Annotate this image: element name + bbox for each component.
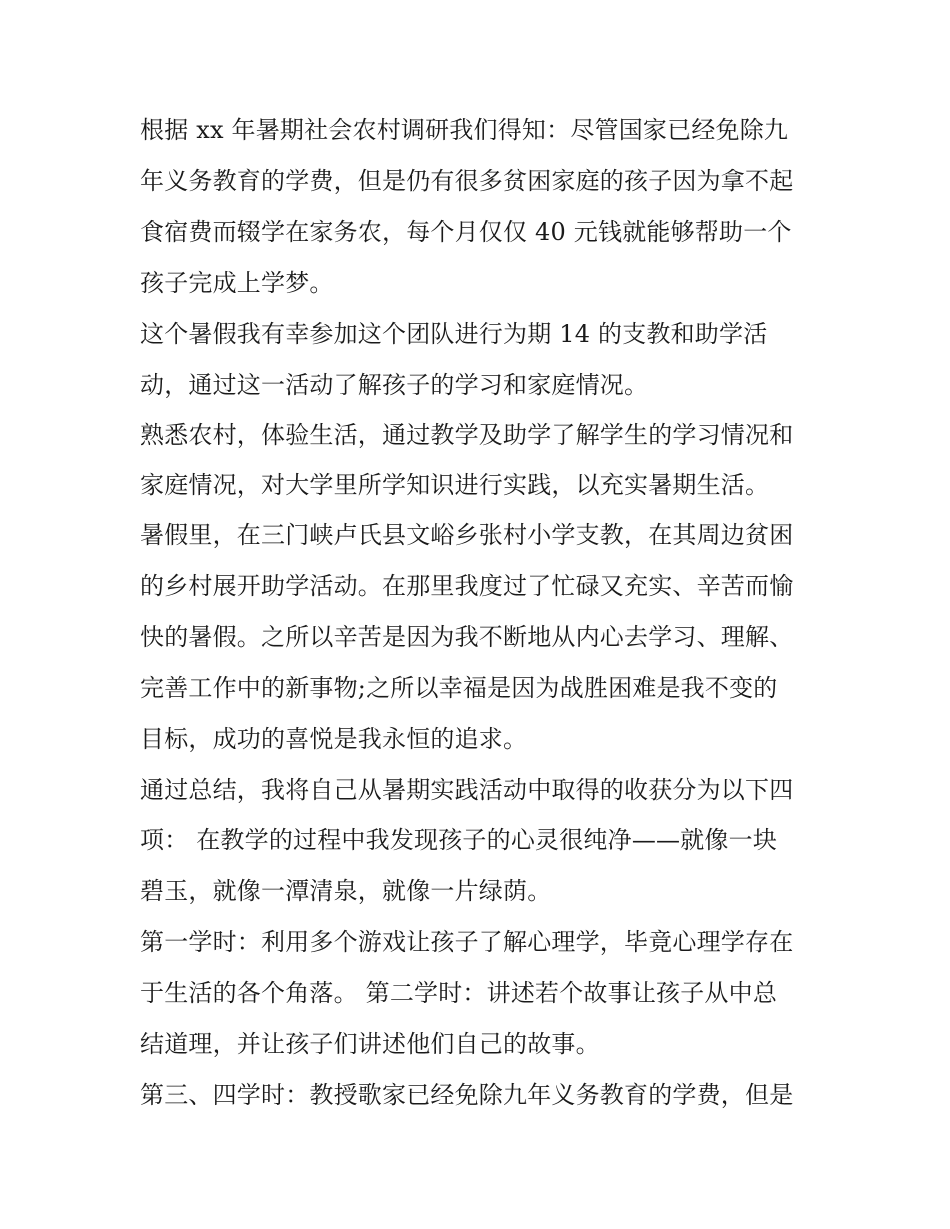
text-line: 结道理，并让孩子们讲述他们自己的故事。 bbox=[140, 1030, 600, 1058]
text-line: 年义务教育的学费，但是仍有很多贫困家庭的孩子因为拿不起 bbox=[140, 167, 794, 195]
text-line: 通过总结，我将自己从暑期实践活动中取得的收获分为以下四 bbox=[140, 776, 794, 804]
text-line: 于生活的各个角落。 第二学时：讲述若个故事让孩子从中总 bbox=[140, 979, 778, 1007]
text-line: 家庭情况，对大学里所学知识进行实践，以充实暑期生活。 bbox=[140, 471, 770, 499]
text-line: 孩子完成上学梦。 bbox=[140, 269, 334, 297]
text-line: 完善工作中的新事物;之所以幸福是因为战胜困难是我不变的 bbox=[140, 674, 778, 702]
text-line: 项： 在教学的过程中我发现孩子的心灵很纯净——就像一块 bbox=[140, 826, 778, 854]
text-line: 第三、四学时：教授歌家已经免除九年义务教育的学费，但是 bbox=[140, 1081, 794, 1109]
text-line: 根据 xx 年暑期社会农村调研我们得知：尽管国家已经免除九 bbox=[140, 116, 789, 144]
text-line: 暑假里，在三门峡卢氏县文峪乡张村小学支教，在其周边贫困 bbox=[140, 521, 794, 549]
text-line: 碧玉，就像一潭清泉，就像一片绿荫。 bbox=[140, 877, 552, 905]
text-line: 目标，成功的喜悦是我永恒的追求。 bbox=[140, 725, 528, 753]
text-line: 快的暑假。之所以辛苦是因为我不断地从内心去学习、理解、 bbox=[140, 623, 794, 651]
text-line: 熟悉农村，体验生活，通过教学及助学了解学生的学习情况和 bbox=[140, 421, 794, 449]
text-line: 第一学时：利用多个游戏让孩子了解心理学，毕竟心理学存在 bbox=[140, 928, 794, 956]
text-line: 这个暑假我有幸参加这个团队进行为期 14 的支教和助学活 bbox=[140, 320, 768, 348]
text-line: 动，通过这一活动了解孩子的学习和家庭情况。 bbox=[140, 371, 649, 399]
text-line: 食宿费而辍学在家务农，每个月仅仅 40 元钱就能够帮助一个 bbox=[140, 218, 792, 246]
text-line: 的乡村展开助学活动。在那里我度过了忙碌又充实、辛苦而愉 bbox=[140, 572, 794, 600]
